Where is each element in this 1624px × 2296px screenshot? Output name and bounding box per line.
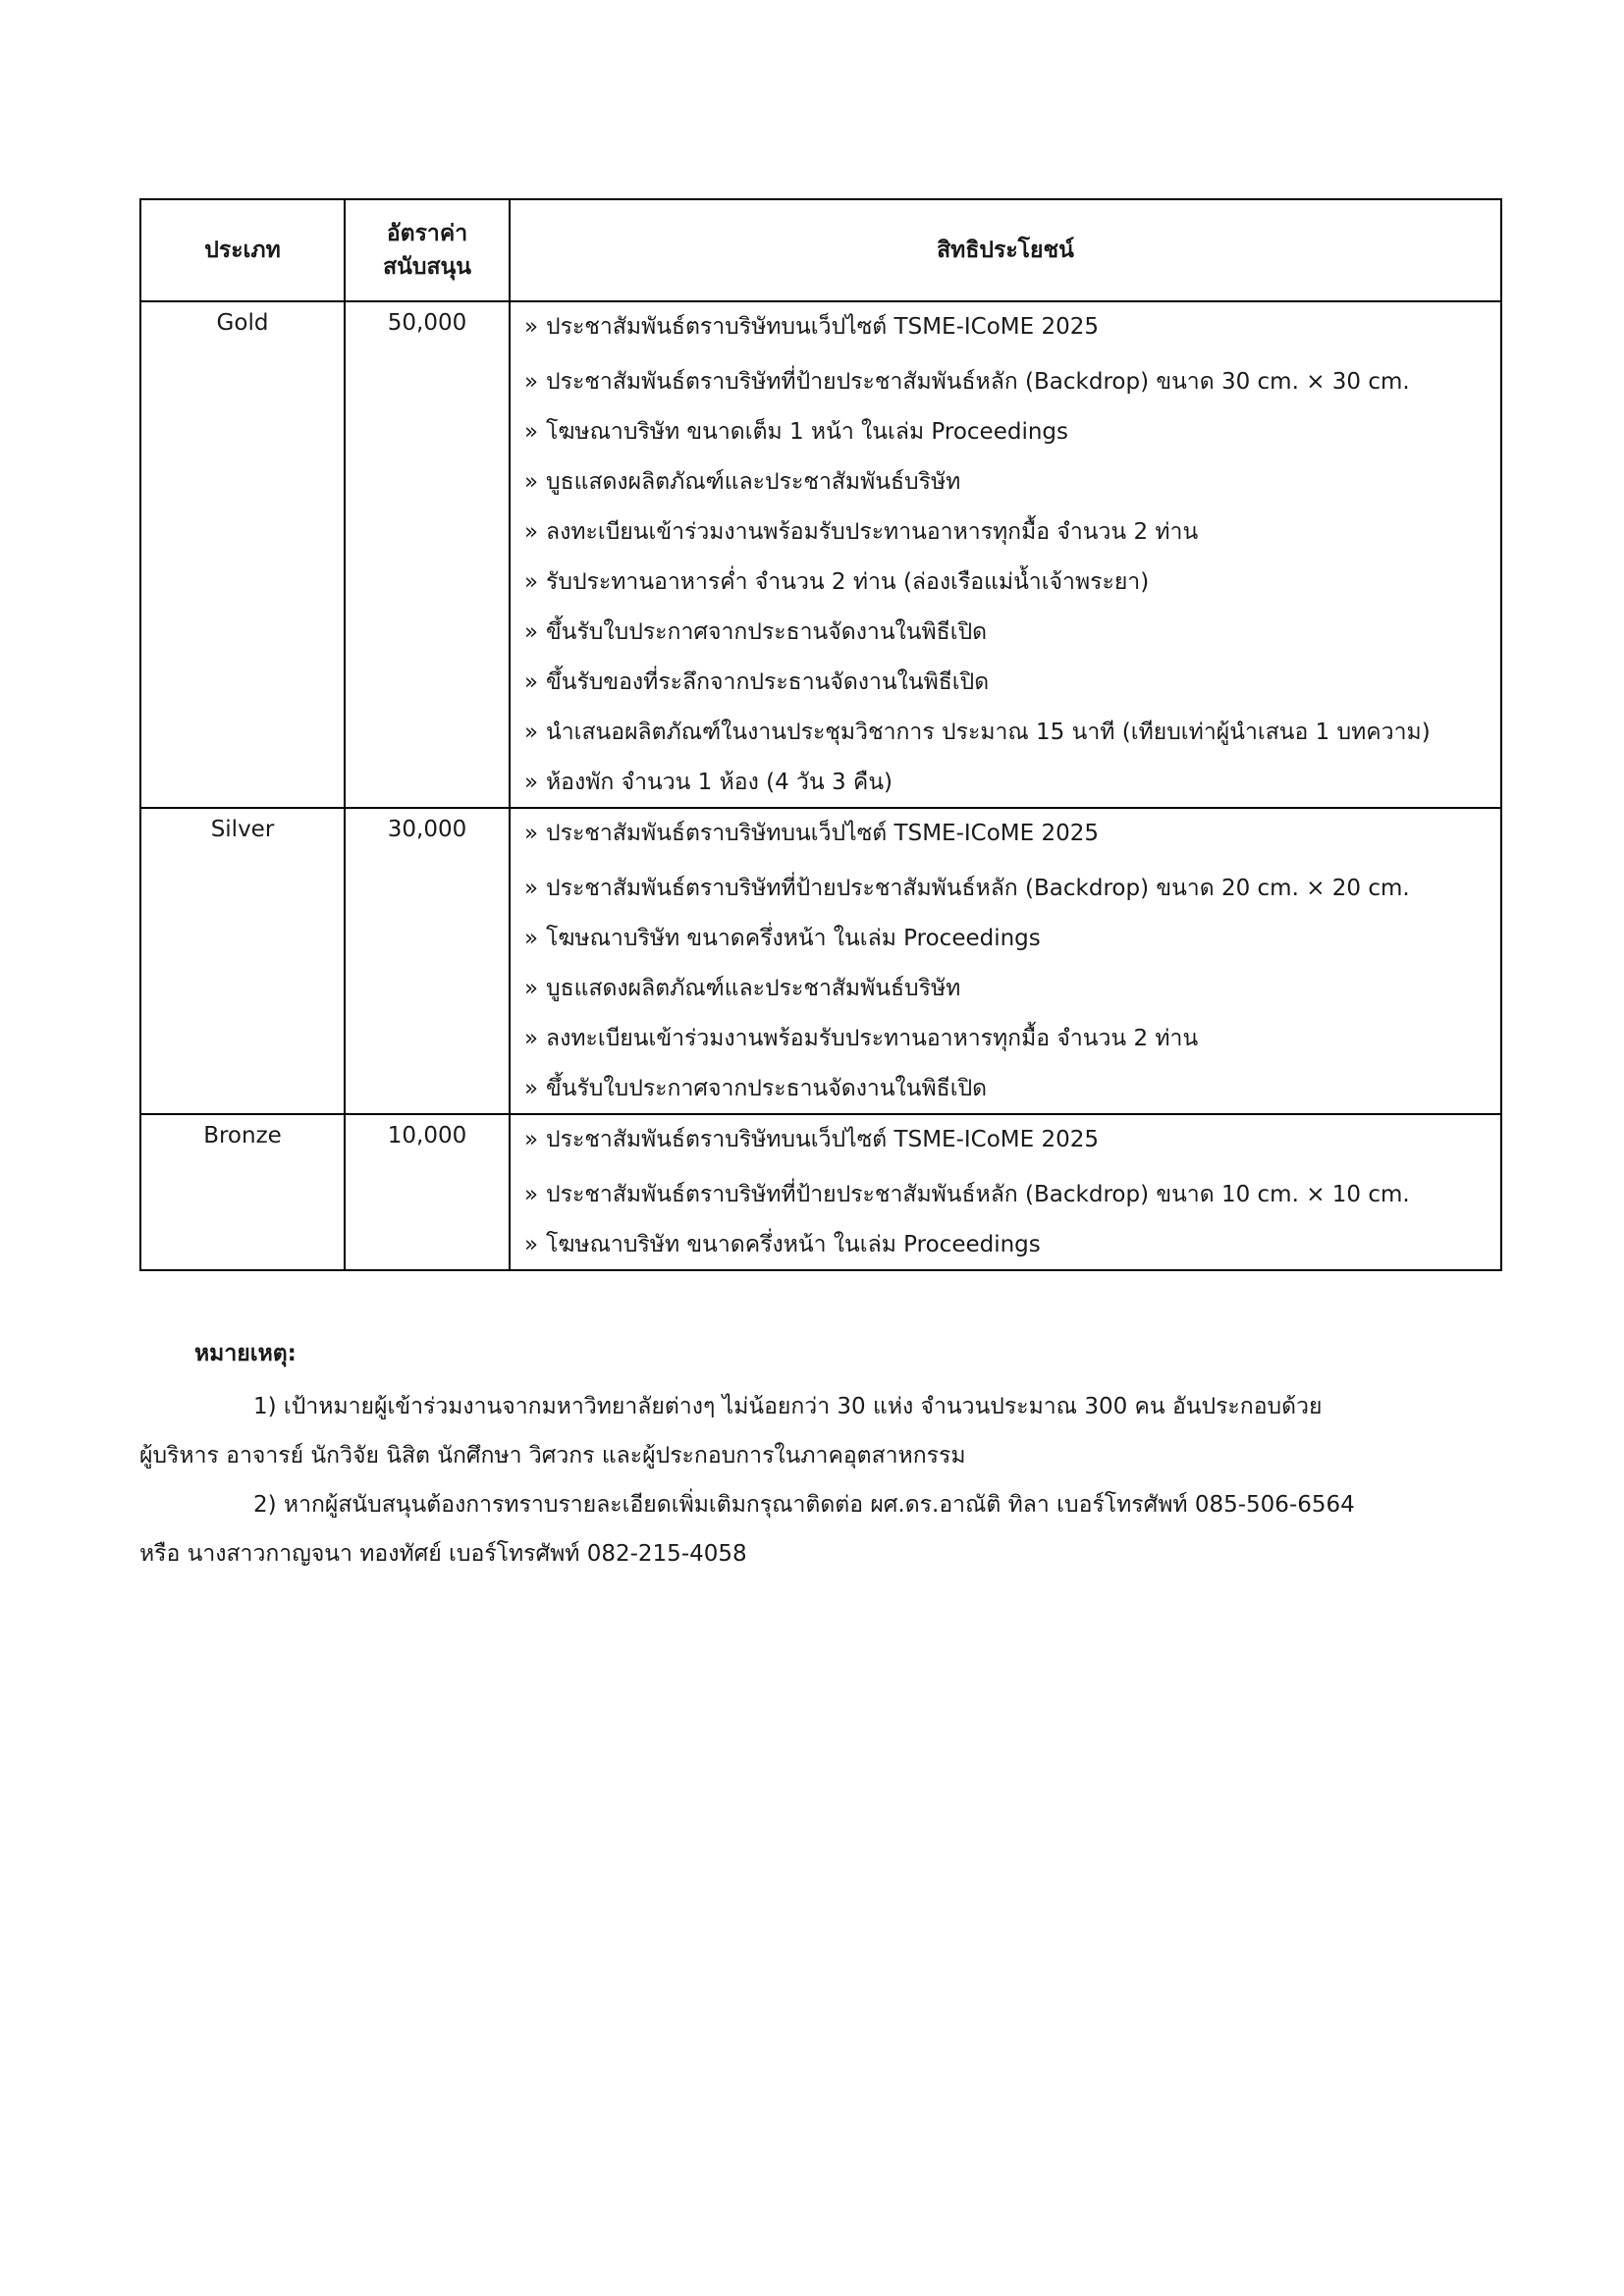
benefit-text: ประชาสัมพันธ์ตราบริษัทบนเว็ปไซต์ TSME-ICoME 2025 bbox=[546, 821, 1100, 846]
notes-heading: หมายเหตุ: bbox=[194, 1341, 297, 1366]
header-benefits: สิทธิประโยชน์ bbox=[510, 199, 1501, 301]
benefit-item bbox=[524, 972, 1492, 1022]
header-rate-line2: สนับสนุน bbox=[383, 254, 471, 280]
benefit-text: ขึ้นรับใบประกาศจากประธานจัดงานในพิธีเปิด bbox=[546, 619, 988, 645]
note-item-1 bbox=[194, 1382, 1471, 1431]
bullet-marker: » bbox=[524, 619, 539, 645]
bullet-marker: » bbox=[524, 1026, 539, 1051]
benefit-text: รับประทานอาหารค่ำ จำนวน 2 ท่าน (ล่องเรือแม่น้ำเจ้าพระยา) bbox=[546, 569, 1150, 595]
tier-name: Gold bbox=[140, 301, 345, 808]
bullet-marker: » bbox=[524, 821, 539, 846]
benefit-text: ประชาสัมพันธ์ตราบริษัทบนเว็ปไซต์ TSME-ICoME 2025 bbox=[546, 1127, 1100, 1152]
benefit-item bbox=[524, 922, 1492, 972]
bullet-marker: » bbox=[524, 876, 539, 901]
benefit-item bbox=[524, 1022, 1492, 1072]
benefit-item bbox=[524, 365, 1492, 415]
tier-rate: 50,000 bbox=[345, 301, 510, 808]
benefit-item bbox=[524, 766, 1492, 803]
tier-rate: 10,000 bbox=[345, 1114, 510, 1270]
bullet-marker: » bbox=[524, 926, 539, 951]
tier-name: Bronze bbox=[140, 1114, 345, 1270]
benefit-text: โฆษณาบริษัท ขนาดครึ่งหน้า ในเล่ม Proceedings bbox=[546, 1232, 1041, 1257]
bullet-marker: » bbox=[524, 669, 539, 695]
benefit-item bbox=[524, 1123, 1492, 1178]
benefit-text: บูธแสดงผลิตภัณฑ์และประชาสัมพันธ์บริษัท bbox=[546, 976, 961, 1001]
tier-name: Silver bbox=[140, 808, 345, 1114]
table-header-row bbox=[140, 199, 1501, 301]
bullet-marker: » bbox=[524, 1232, 539, 1257]
benefit-text: ประชาสัมพันธ์ตราบริษัทที่ป้ายประชาสัมพันธ์หลัก (Backdrop) ขนาด 10 cm. × 10 cm. bbox=[546, 1182, 1410, 1207]
benefit-item bbox=[524, 565, 1492, 615]
table-body bbox=[140, 301, 1501, 1270]
header-rate-line1: อัตราค่า bbox=[386, 221, 468, 246]
bullet-marker: » bbox=[524, 976, 539, 1001]
benefit-text: ขึ้นรับของที่ระลึกจากประธานจัดงานในพิธีเปิด bbox=[546, 669, 990, 695]
note-item-2-continued bbox=[139, 1529, 1471, 1578]
table-row bbox=[140, 808, 1501, 1114]
bullet-marker: » bbox=[524, 469, 539, 495]
benefit-list bbox=[524, 1123, 1492, 1265]
note-item-2-line1: 2) หากผู้สนับสนุนต้องการทราบรายละเอียดเพิ่มเติมกรุณาติดต่อ ผศ.ดร.อาณัติ ทิลา เบอร์โทรศัพท์ 085-506-6564 bbox=[253, 1492, 1355, 1518]
benefit-text: นำเสนอผลิตภัณฑ์ในงานประชุมวิชาการ ประมาณ 15 นาที (เทียบเท่าผู้นำเสนอ 1 บทความ) bbox=[546, 720, 1431, 745]
benefits-cell bbox=[510, 1114, 1501, 1270]
benefits-cell bbox=[510, 808, 1501, 1114]
note-item-1-line2: ผู้บริหาร อาจารย์ นักวิจัย นิสิต นักศึกษา วิศวกร และผู้ประกอบการในภาคอุตสาหกรรม bbox=[139, 1443, 966, 1468]
sponsorship-table bbox=[139, 198, 1502, 1271]
benefits-cell bbox=[510, 301, 1501, 808]
benefit-item bbox=[524, 1178, 1492, 1228]
bullet-marker: » bbox=[524, 314, 539, 340]
benefit-list bbox=[524, 817, 1492, 1109]
benefit-item bbox=[524, 1228, 1492, 1265]
benefit-text: ประชาสัมพันธ์ตราบริษัทที่ป้ายประชาสัมพันธ์หลัก (Backdrop) ขนาด 30 cm. × 30 cm. bbox=[546, 369, 1410, 395]
bullet-marker: » bbox=[524, 1182, 539, 1207]
benefit-text: บูธแสดงผลิตภัณฑ์และประชาสัมพันธ์บริษัท bbox=[546, 469, 961, 495]
benefit-item bbox=[524, 515, 1492, 565]
bullet-marker: » bbox=[524, 770, 539, 795]
benefit-item bbox=[524, 817, 1492, 872]
benefit-item bbox=[524, 716, 1492, 766]
note-item-1-continued bbox=[139, 1431, 1471, 1480]
benefit-item bbox=[524, 465, 1492, 515]
benefit-item bbox=[524, 1072, 1492, 1109]
note-item-2-line2: หรือ นางสาวกาญจนา ทองทัศย์ เบอร์โทรศัพท์ 082-215-4058 bbox=[139, 1541, 747, 1567]
benefit-text: โฆษณาบริษัท ขนาดครึ่งหน้า ในเล่ม Proceedings bbox=[546, 926, 1041, 951]
benefit-item bbox=[524, 310, 1492, 365]
bullet-marker: » bbox=[524, 569, 539, 595]
header-rate bbox=[345, 199, 510, 301]
benefit-item bbox=[524, 415, 1492, 465]
bullet-marker: » bbox=[524, 720, 539, 745]
benefit-text: ลงทะเบียนเข้าร่วมงานพร้อมรับประทานอาหารทุกมื้อ จำนวน 2 ท่าน bbox=[546, 1026, 1199, 1051]
benefit-text: ขึ้นรับใบประกาศจากประธานจัดงานในพิธีเปิด bbox=[546, 1076, 988, 1101]
benefit-text: ห้องพัก จำนวน 1 ห้อง (4 วัน 3 คืน) bbox=[546, 770, 893, 795]
benefit-text: ลงทะเบียนเข้าร่วมงานพร้อมรับประทานอาหารทุกมื้อ จำนวน 2 ท่าน bbox=[546, 519, 1199, 545]
notes-section bbox=[139, 1329, 1471, 1578]
benefit-text: ประชาสัมพันธ์ตราบริษัทที่ป้ายประชาสัมพันธ์หลัก (Backdrop) ขนาด 20 cm. × 20 cm. bbox=[546, 876, 1410, 901]
benefit-item bbox=[524, 615, 1492, 666]
table-row bbox=[140, 1114, 1501, 1270]
table-row bbox=[140, 301, 1501, 808]
note-item-2 bbox=[194, 1480, 1471, 1529]
bullet-marker: » bbox=[524, 419, 539, 445]
benefit-item bbox=[524, 872, 1492, 922]
benefit-text: โฆษณาบริษัท ขนาดเต็ม 1 หน้า ในเล่ม Proceedings bbox=[546, 419, 1069, 445]
bullet-marker: » bbox=[524, 1127, 539, 1152]
note-item-1-line1: 1) เป้าหมายผู้เข้าร่วมงานจากมหาวิทยาลัยต่างๆ ไม่น้อยกว่า 30 แห่ง จำนวนประมาณ 300 คน อันประกอบด้วย bbox=[253, 1394, 1323, 1419]
bullet-marker: » bbox=[524, 519, 539, 545]
table-header bbox=[140, 199, 1501, 301]
bullet-marker: » bbox=[524, 369, 539, 395]
bullet-marker: » bbox=[524, 1076, 539, 1101]
benefit-item bbox=[524, 666, 1492, 716]
benefit-list bbox=[524, 310, 1492, 803]
header-type: ประเภท bbox=[140, 199, 345, 301]
benefit-text: ประชาสัมพันธ์ตราบริษัทบนเว็ปไซต์ TSME-ICoME 2025 bbox=[546, 314, 1100, 340]
tier-rate: 30,000 bbox=[345, 808, 510, 1114]
